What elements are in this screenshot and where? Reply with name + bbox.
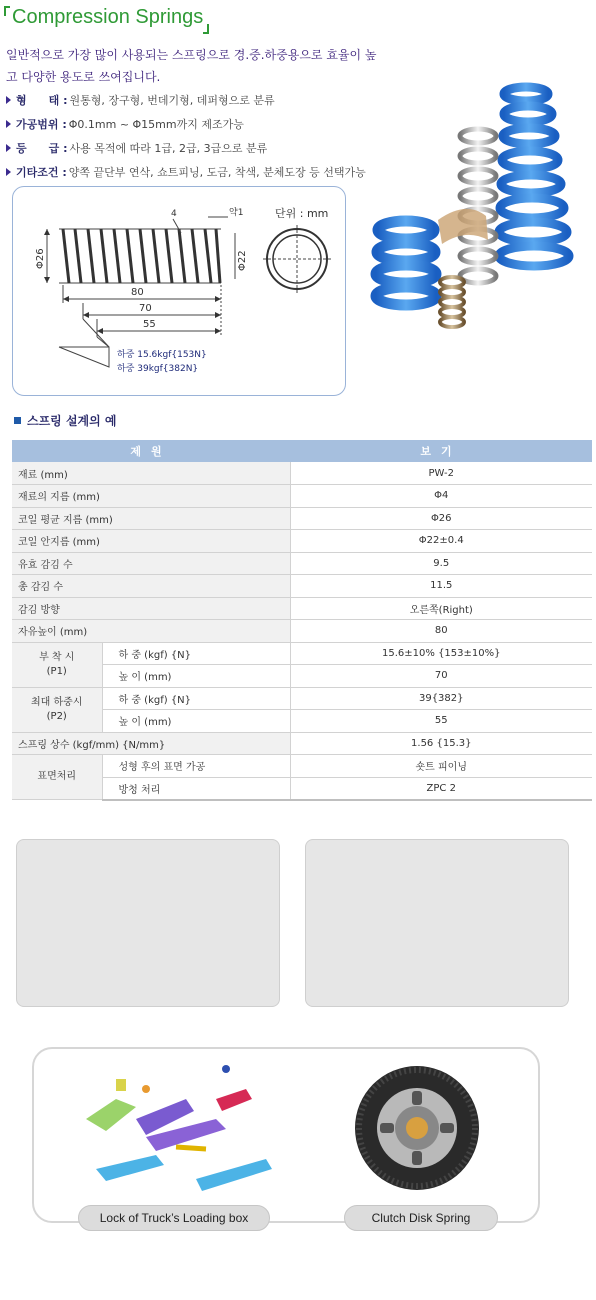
row-value: 15.6±10% {153±10%} (290, 642, 592, 665)
table-row (12, 620, 592, 643)
load-p2-label: 하중 39kgf{382N} (117, 364, 199, 374)
spec-item-range (4, 112, 384, 136)
row-label: 스프링 상수 (kgf/mm) {N/mm} (12, 732, 290, 755)
row-value: Φ4 (290, 485, 592, 508)
unit-label: 단위 : mm (275, 207, 329, 220)
row-value: 39{382} (290, 687, 592, 710)
spec-value: 원통형, 장구형, 번데기형, 데퍼형으로 분류 (69, 94, 275, 107)
row-value: Φ26 (290, 507, 592, 530)
applications-panel (32, 1047, 540, 1223)
row-label: 높 이 (mm) (102, 710, 290, 733)
title-bracket-open (4, 6, 10, 16)
row-label: 감김 방향 (12, 597, 290, 620)
table-row (12, 575, 592, 598)
length-80-label: 80 (131, 287, 144, 298)
spec-item-other (4, 160, 384, 184)
table-row (12, 507, 592, 530)
intro-text: 일반적으로 가장 많이 사용되는 스프링으로 경.중.하중용으로 효율이 높고 다양한 용도로 쓰여집니다. (6, 48, 377, 84)
row-value: Φ22±0.4 (290, 530, 592, 553)
row-label: 코일 안지름 (mm) (12, 530, 290, 553)
bullet-triangle-icon (6, 168, 11, 176)
row-label: 유효 감김 수 (12, 552, 290, 575)
bullet-triangle-icon (6, 120, 11, 128)
page-title: Compression Springs (12, 6, 204, 28)
row-value: 오른쪽(Right) (290, 597, 592, 620)
p1-label: 부 착 시 (39, 651, 75, 663)
inner-diameter-label: Φ22 (237, 250, 248, 271)
wire-diameter-label: 4 (171, 209, 177, 219)
row-label: 재료 (mm) (12, 462, 290, 485)
table-row (12, 552, 592, 575)
placeholder-box-left (16, 839, 280, 1007)
spec-key: 기타조건 : (16, 166, 67, 179)
row-label: 총 감김 수 (12, 575, 290, 598)
spec-list (4, 88, 384, 184)
table-row (12, 530, 592, 553)
caption-truck-lock: Lock of Truck’s Loading box (78, 1205, 270, 1231)
spec-value: 양쪽 끝단부 연삭, 쇼트피닝, 도금, 착색, 분체도장 등 선택가능 (68, 166, 366, 179)
row-group-p2 (12, 687, 102, 732)
table-row (12, 687, 592, 710)
row-value: ZPC 2 (290, 777, 592, 800)
section-title (14, 412, 117, 429)
row-label: 재료의 지름 (mm) (12, 485, 290, 508)
placeholder-box-right (305, 839, 569, 1007)
row-value: 80 (290, 620, 592, 643)
row-value: 1.56 {15.3} (290, 732, 592, 755)
table-row (12, 732, 592, 755)
spec-value: 사용 목적에 따라 1급, 2급, 3급으로 분류 (69, 142, 268, 155)
spring-spec-table (12, 440, 592, 801)
spring-drawing-panel (12, 186, 346, 396)
table-header-spec: 제원 (12, 440, 290, 462)
p1-sublabel: (P1) (46, 665, 67, 677)
table-header-row (12, 440, 592, 462)
spec-key: 형 태 : (16, 94, 68, 107)
outer-diameter-label: Φ26 (35, 248, 46, 269)
row-value: 11.5 (290, 575, 592, 598)
spec-value: Φ0.1mm ~ Φ15mm까지 제조가능 (68, 118, 244, 131)
row-value: 70 (290, 665, 592, 688)
spec-key: 등 급 : (16, 142, 68, 155)
table-row (12, 642, 592, 665)
row-label: 성형 후의 표면 가공 (102, 755, 290, 778)
table-row (12, 755, 592, 778)
row-label: 코일 평균 지름 (mm) (12, 507, 290, 530)
row-label: 자유높이 (mm) (12, 620, 290, 643)
row-value: 9.5 (290, 552, 592, 575)
row-value: PW-2 (290, 462, 592, 485)
row-label: 방청 처리 (102, 777, 290, 800)
springs-photo (366, 80, 592, 334)
p2-sublabel: (P2) (46, 710, 67, 722)
row-value: 55 (290, 710, 592, 733)
row-label: 하 중 (kgf) {N} (102, 687, 290, 710)
row-label: 높 이 (mm) (102, 665, 290, 688)
title-bracket-close (203, 24, 209, 34)
table-header-example: 보기 (290, 440, 592, 462)
spec-item-shape (4, 88, 384, 112)
p2-label: 최대 하중시 (31, 696, 83, 708)
table-row (12, 597, 592, 620)
bullet-triangle-icon (6, 96, 11, 104)
load-p1-label: 하중 15.6kgf{153N} (117, 350, 207, 360)
length-70-label: 70 (139, 303, 152, 314)
spec-item-grade (4, 136, 384, 160)
table-row (12, 462, 592, 485)
row-label: 하 중 (kgf) {N} (102, 642, 290, 665)
bullet-triangle-icon (6, 144, 11, 152)
spec-key: 가공범위 : (16, 118, 67, 131)
clutch-disk-illustration (352, 1063, 482, 1193)
section-title-text: 스프링 설계의 예 (27, 414, 117, 428)
caption-clutch-disk: Clutch Disk Spring (344, 1205, 498, 1231)
truck-lock-parts-illustration (76, 1059, 276, 1209)
row-group-surface: 표면처리 (12, 755, 102, 800)
table-row (12, 485, 592, 508)
length-55-label: 55 (143, 319, 156, 330)
row-value: 숏트 피이닝 (290, 755, 592, 778)
row-group-p1 (12, 642, 102, 687)
pitch-label: 약1 (229, 208, 244, 218)
springs-illustration (366, 80, 592, 334)
square-bullet-icon (14, 417, 21, 424)
